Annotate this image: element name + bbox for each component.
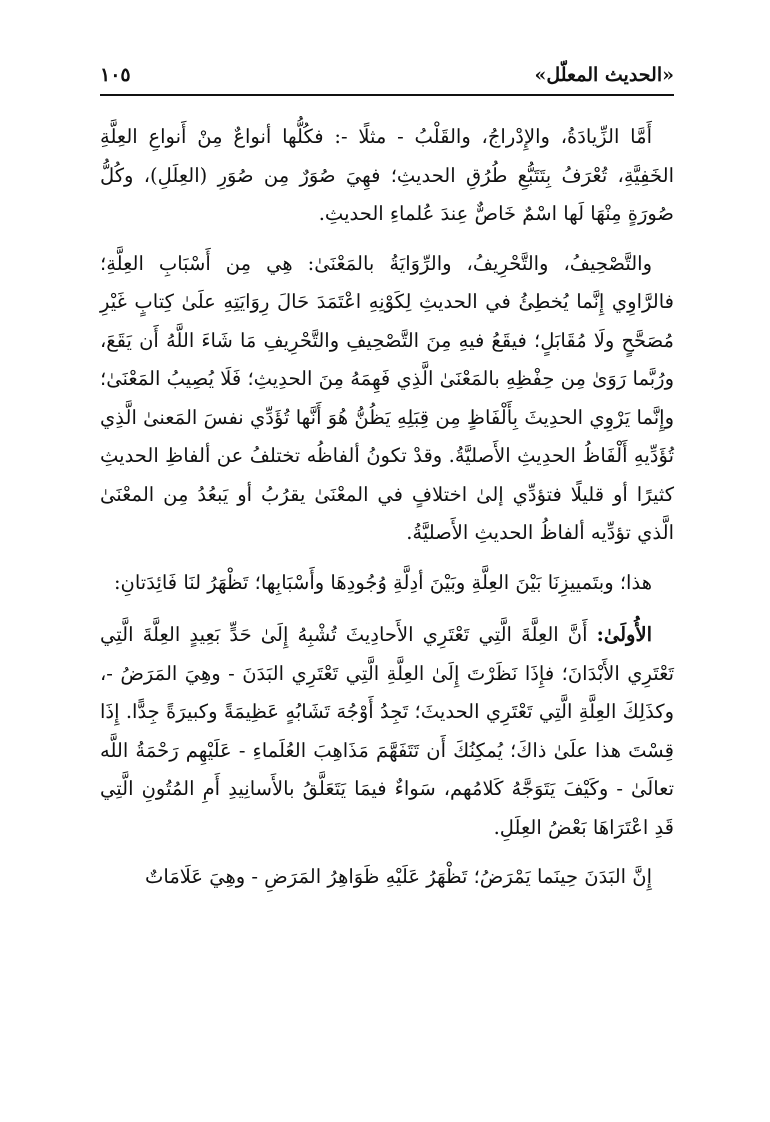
paragraph-text: والتَّصْحِيفُ، والتَّحْرِيفُ، والرِّوَايَةُ بالمَعْنَىٰ: هِي مِن أَسْبَابِ العِلَّةِ؛ فالرَّاوِي إِنَّما يُخطِئُ في الحديثِ لِكَوْنِهِ اعْتَمَدَ حَالَ رِوَايَتِهِ علَىٰ كِتابٍ غَيْرِ مُصَحَّحٍ ولَا مُقَابَلٍ؛ فيقَعُ فيهِ مِنَ التَّصْحِيفِ والتَّحْرِيفِ مَا شَاءَ اللَّهُ أَن يَقَعَ، ورُبَّما رَوَىٰ مِن حِفْظِهِ بالمَعْنَىٰ الَّذِي فَهِمَهُ مِنَ الحدِيثِ؛ فَلَا يُصِيبُ المَعْنَىٰ؛ وإِنَّما يَرْوِي الحدِيثَ بِأَلْفَاظٍ مِن قِبَلِهِ يَظُنُّ هُوَ أَنَّها تُؤَدِّي نفسَ المَعنىٰ الَّذِي تُؤَدِّيهِ أَلْفَاظُ الحدِيثِ الأَصليَّةُ. وقدْ تكونُ ألفاظُه تختلفُ عن ألفاظِ الحديثِ كثيرًا أو قليلًا فتؤدِّي إلىٰ اختلافٍ في المعْنَىٰ يقرُبُ أو يَبعُدُ مِن المعْنَىٰ الَّذي تؤدِّيه ألفاظُ الحديثِ الأَصليَّةُ.: [100, 251, 674, 544]
paragraph: [100, 616, 674, 847]
running-header: [100, 58, 674, 92]
paragraph: [100, 858, 674, 897]
paragraph: [100, 245, 674, 553]
paragraph: [100, 118, 674, 234]
paragraph-text: أَمَّا الزِّيادَةُ، والإِدْراجُ، والقَلْبُ - مثلًا -: فكُلُّها أنواعٌ مِنْ أَنواعِ العِلَّةِ الخَفِيَّةِ، تُعْرَفُ بِتَتَبُّعِ طُرُقِ الحديثِ؛ فهِيَ صُوَرٌ مِن صُوَرِ (العِلَلِ)، وكُلُّ صُورَةٍ مِنْهَا لَها اسْمٌ خَاصٌّ عِندَ عُلماءِ الحديثِ.: [100, 125, 674, 225]
header-title: «الحديث المعلّل»: [534, 64, 674, 86]
paragraph-text: إِنَّ البَدَنَ حِينَما يَمْرَضُ؛ تَظْهَرُ عَلَيْهِ ظَوَاهِرُ المَرَضِ - وهِيَ عَلَامَاتٌ: [145, 865, 652, 888]
body-text: [100, 118, 674, 908]
paragraph-lead: الأُولَىٰ:: [596, 623, 652, 646]
paragraph-text: هذا؛ وبتَمييزِنَا بَيْنَ العِلَّةِ وبَيْنَ أدِلَّةِ وُجُودِهَا وأَسْبَابِها؛ تَظْهَرُ لنَا فَائِدَتانِ:: [113, 570, 652, 594]
paragraph: [100, 564, 674, 603]
paragraph-text: أَنَّ العِلَّةَ الَّتِي تَعْتَرِي الأَحادِيثَ تُشْبِهُ إِلَىٰ حَدٍّ بَعِيدٍ العِلَّةَ الَّتِي تَعْتَرِي الأَبْدَانَ؛ فإِذَا نَظَرْتَ إِلَىٰ العِلَّةِ الَّتِي تَعْتَرِي البَدَنَ - وهِيَ المَرَضُ -، وكذَلِكَ العِلَّةِ الَّتِي تَعْتَرِي الحديثَ؛ تَجِدُ أَوْجُهَ تَشَابُهٍ عَظِيمَةً وكبيرَةً جِدًّا. إِذَا قِسْتَ هذا علَىٰ ذاكَ؛ يُمكِنُكَ أَن تَتَفَهَّمَ مَذَاهِبَ العُلَماءِ - عَلَيْهِم رَحْمَةُ اللَّه تعالَىٰ - وكَيْفَ يَتَوَجَّهُ كَلامُهم، سَواءٌ فيمَا يَتَعَلَّقُ بالأَسانِيدِ أَمِ المُتُونِ الَّتِي قَدِ اعْتَرَاهَا بَعْضُ العِلَلِ.: [100, 623, 674, 839]
header-rule: [100, 94, 674, 96]
page-number: ١٠٥: [100, 64, 131, 86]
